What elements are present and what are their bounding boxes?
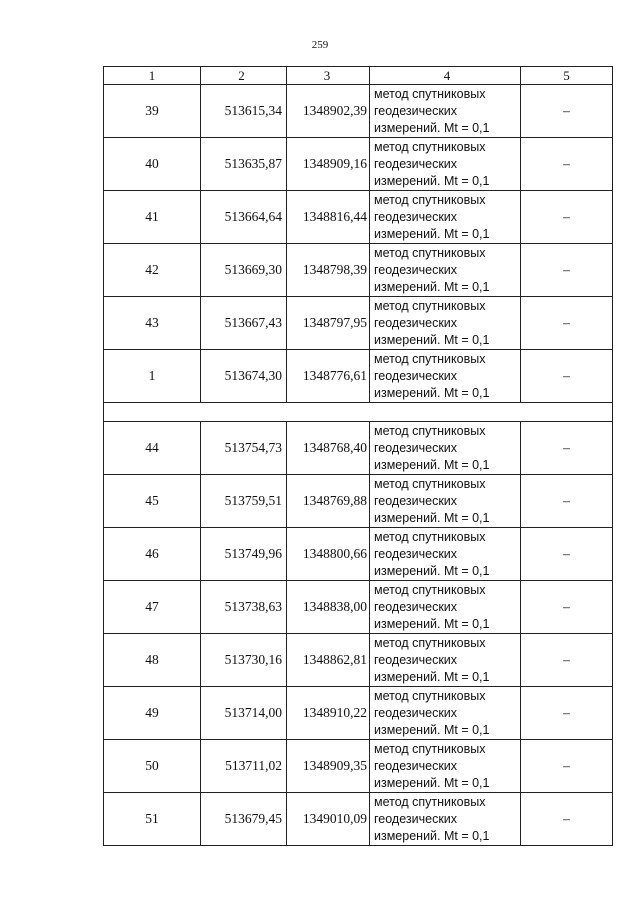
y-coordinate-cell: 1348776,61 — [287, 350, 370, 403]
header-col-3: 3 — [287, 67, 370, 85]
method-cell — [370, 793, 521, 846]
y-coordinate-cell: 1348768,40 — [287, 422, 370, 475]
y-coordinate-cell: 1348797,95 — [287, 297, 370, 350]
method-text-line: измерений. Mt = 0,1 — [374, 510, 490, 525]
column-5-cell: – — [521, 350, 613, 403]
method-text-line: геодезических — [374, 705, 458, 720]
method-text-line: метод спутниковых — [374, 741, 486, 756]
y-coordinate-cell: 1348800,66 — [287, 528, 370, 581]
column-5-cell: – — [521, 191, 613, 244]
x-coordinate-cell: 513714,00 — [201, 687, 287, 740]
column-5-cell: – — [521, 475, 613, 528]
method-text-line: измерений. Mt = 0,1 — [374, 616, 490, 631]
column-5-cell: – — [521, 581, 613, 634]
column-5-cell: – — [521, 740, 613, 793]
table-row — [104, 740, 613, 793]
header-col-5: 5 — [521, 67, 613, 85]
y-coordinate-cell: 1348862,81 — [287, 634, 370, 687]
header-col-4: 4 — [370, 67, 521, 85]
x-coordinate-cell: 513759,51 — [201, 475, 287, 528]
column-5-cell: – — [521, 634, 613, 687]
x-coordinate-cell: 513667,43 — [201, 297, 287, 350]
x-coordinate-cell: 513674,30 — [201, 350, 287, 403]
header-col-2: 2 — [201, 67, 287, 85]
point-number-cell: 44 — [104, 422, 201, 475]
method-cell — [370, 191, 521, 244]
x-coordinate-cell: 513754,73 — [201, 422, 287, 475]
method-text-line: геодезических — [374, 546, 458, 561]
y-coordinate-cell: 1349010,09 — [287, 793, 370, 846]
y-coordinate-cell: 1348769,88 — [287, 475, 370, 528]
method-cell — [370, 740, 521, 793]
method-text-line: измерений. Mt = 0,1 — [374, 279, 490, 294]
method-cell — [370, 475, 521, 528]
method-text-line: геодезических — [374, 156, 458, 171]
point-number-cell: 51 — [104, 793, 201, 846]
table-row — [104, 350, 613, 403]
method-text-line: измерений. Mt = 0,1 — [374, 120, 490, 135]
column-5-cell: – — [521, 244, 613, 297]
table-header — [104, 67, 613, 85]
point-number-cell: 42 — [104, 244, 201, 297]
table-row — [104, 581, 613, 634]
method-text-line: геодезических — [374, 652, 458, 667]
y-coordinate-cell: 1348798,39 — [287, 244, 370, 297]
point-number-cell: 46 — [104, 528, 201, 581]
point-number-cell: 47 — [104, 581, 201, 634]
point-number-cell: 40 — [104, 138, 201, 191]
method-text-line: геодезических — [374, 103, 458, 118]
method-text-line: метод спутниковых — [374, 582, 486, 597]
method-text-line: измерений. Mt = 0,1 — [374, 722, 490, 737]
point-number-cell: 45 — [104, 475, 201, 528]
point-number-cell: 50 — [104, 740, 201, 793]
method-text-line: геодезических — [374, 368, 458, 383]
table-row — [104, 475, 613, 528]
method-text-line: измерений. Mt = 0,1 — [374, 226, 490, 241]
header-row — [104, 67, 613, 85]
method-cell — [370, 422, 521, 475]
separator-row — [104, 403, 613, 422]
column-5-cell: – — [521, 138, 613, 191]
method-text-line: метод спутниковых — [374, 245, 486, 260]
x-coordinate-cell: 513615,34 — [201, 85, 287, 138]
x-coordinate-cell: 513664,64 — [201, 191, 287, 244]
method-text-line: геодезических — [374, 599, 458, 614]
method-cell — [370, 85, 521, 138]
method-text-line: измерений. Mt = 0,1 — [374, 457, 490, 472]
point-number-cell: 41 — [104, 191, 201, 244]
x-coordinate-cell: 513711,02 — [201, 740, 287, 793]
method-text-line: метод спутниковых — [374, 476, 486, 491]
method-text-line: измерений. Mt = 0,1 — [374, 385, 490, 400]
method-text-line: геодезических — [374, 209, 458, 224]
method-text-line: геодезических — [374, 262, 458, 277]
y-coordinate-cell: 1348910,22 — [287, 687, 370, 740]
point-number-cell: 48 — [104, 634, 201, 687]
method-cell — [370, 528, 521, 581]
x-coordinate-cell: 513635,87 — [201, 138, 287, 191]
point-number-cell: 39 — [104, 85, 201, 138]
column-5-cell: – — [521, 528, 613, 581]
method-text-line: метод спутниковых — [374, 298, 486, 313]
x-coordinate-cell: 513669,30 — [201, 244, 287, 297]
point-number-cell: 49 — [104, 687, 201, 740]
method-text-line: метод спутниковых — [374, 192, 486, 207]
method-text-line: геодезических — [374, 315, 458, 330]
method-text-line: метод спутниковых — [374, 423, 486, 438]
method-cell — [370, 581, 521, 634]
table-row — [104, 138, 613, 191]
y-coordinate-cell: 1348816,44 — [287, 191, 370, 244]
y-coordinate-cell: 1348909,35 — [287, 740, 370, 793]
method-text-line: метод спутниковых — [374, 351, 486, 366]
column-5-cell: – — [521, 687, 613, 740]
table-row — [104, 191, 613, 244]
method-text-line: геодезических — [374, 811, 458, 826]
column-5-cell: – — [521, 297, 613, 350]
column-5-cell: – — [521, 422, 613, 475]
x-coordinate-cell: 513738,63 — [201, 581, 287, 634]
method-text-line: геодезических — [374, 440, 458, 455]
separator-cell — [104, 403, 613, 422]
table-row — [104, 422, 613, 475]
method-text-line: измерений. Mt = 0,1 — [374, 828, 490, 843]
method-text-line: измерений. Mt = 0,1 — [374, 563, 490, 578]
x-coordinate-cell: 513749,96 — [201, 528, 287, 581]
method-text-line: метод спутниковых — [374, 794, 486, 809]
y-coordinate-cell: 1348902,39 — [287, 85, 370, 138]
y-coordinate-cell: 1348909,16 — [287, 138, 370, 191]
method-cell — [370, 244, 521, 297]
y-coordinate-cell: 1348838,00 — [287, 581, 370, 634]
header-col-1: 1 — [104, 67, 201, 85]
page-number: 259 — [311, 39, 329, 51]
method-text-line: метод спутниковых — [374, 688, 486, 703]
x-coordinate-cell: 513679,45 — [201, 793, 287, 846]
method-text-line: измерений. Mt = 0,1 — [374, 332, 490, 347]
point-number-cell: 43 — [104, 297, 201, 350]
point-number-cell: 1 — [104, 350, 201, 403]
column-5-cell: – — [521, 85, 613, 138]
method-cell — [370, 138, 521, 191]
x-coordinate-cell: 513730,16 — [201, 634, 287, 687]
method-text-line: измерений. Mt = 0,1 — [374, 669, 490, 684]
column-5-cell: – — [521, 793, 613, 846]
table-row — [104, 793, 613, 846]
method-text-line: метод спутниковых — [374, 86, 486, 101]
table-row — [104, 297, 613, 350]
method-text-line: метод спутниковых — [374, 139, 486, 154]
coordinates-table — [103, 66, 613, 846]
table-row — [104, 85, 613, 138]
method-cell — [370, 687, 521, 740]
table-body — [104, 85, 613, 846]
table-row — [104, 687, 613, 740]
method-cell — [370, 297, 521, 350]
method-cell — [370, 350, 521, 403]
table-row — [104, 244, 613, 297]
table-row — [104, 528, 613, 581]
method-text-line: геодезических — [374, 758, 458, 773]
method-text-line: геодезических — [374, 493, 458, 508]
method-text-line: метод спутниковых — [374, 529, 486, 544]
method-text-line: измерений. Mt = 0,1 — [374, 173, 490, 188]
method-cell — [370, 634, 521, 687]
method-text-line: метод спутниковых — [374, 635, 486, 650]
method-text-line: измерений. Mt = 0,1 — [374, 775, 490, 790]
table-row — [104, 634, 613, 687]
